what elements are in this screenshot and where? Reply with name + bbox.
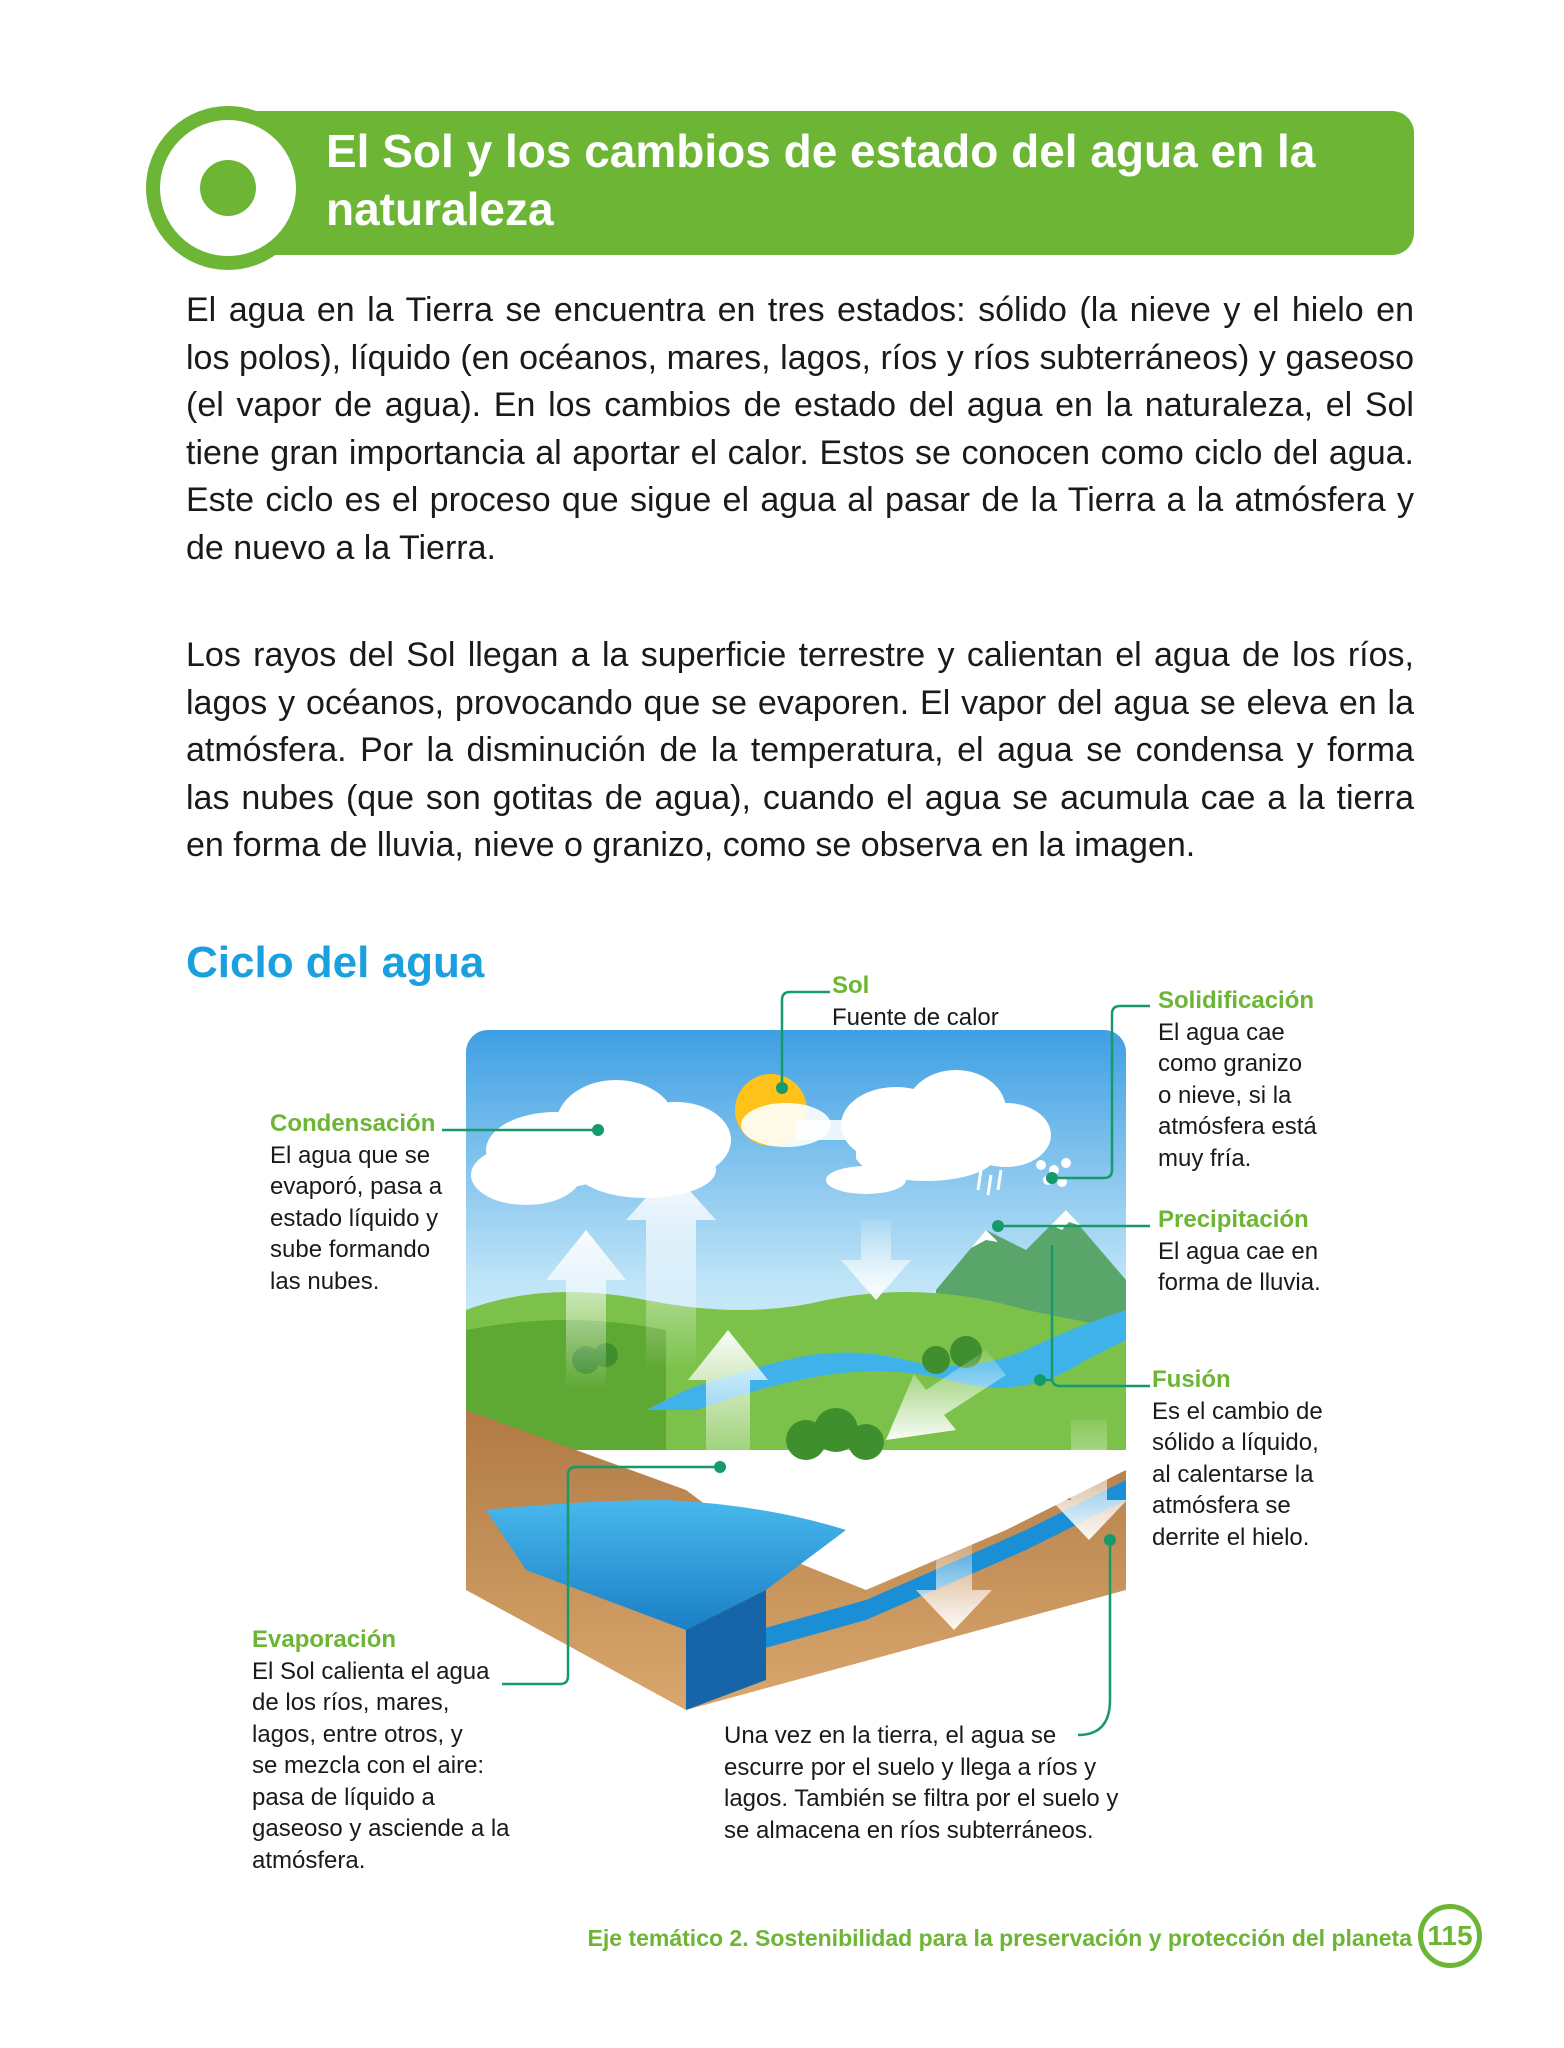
annotation-line: atmósfera está (1158, 1113, 1317, 1140)
annotation-line: gaseoso y asciende a la (252, 1815, 510, 1842)
annotation-title: Fusión (1152, 1366, 1231, 1393)
annotation-condensacion (270, 1108, 470, 1297)
paragraph-intro: El agua en la Tierra se encuentra en tres estados: sólido (la nieve y el hielo en los polos), líquido (en océanos, mares, lagos, ríos y ríos subterráneos) y gaseoso (el vapor de agua). En los cambios de estado del agua en la naturaleza, el Sol tiene gran importancia al aportar el calor. Estos se conocen como ciclo del agua. Este ciclo es el proceso que sigue el agua al pasar de la Tierra a la atmósfera y de nuevo a la Tierra. (186, 291, 1414, 567)
annotation-line: de los ríos, mares, (252, 1689, 450, 1716)
annotation-title: Solidificación (1158, 987, 1315, 1014)
annotation-line: El Sol calienta el agua (252, 1657, 490, 1685)
annotation-line: lagos, entre otros, y (252, 1720, 463, 1748)
annotation-line: sólido a líquido, (1152, 1429, 1319, 1456)
section-title: Ciclo del agua (186, 938, 485, 987)
annotation-escurrimiento (724, 1720, 1164, 1846)
annotation-line: o nieve, si la (1158, 1081, 1292, 1109)
annotation-line: Una vez en la tierra, el agua se (724, 1722, 1057, 1749)
annotation-line: pasa de líquido a (252, 1783, 435, 1811)
annotation-line: Es el cambio de (1152, 1397, 1323, 1425)
annotation-line: forma de lluvia. (1158, 1269, 1321, 1296)
annotation-line: El agua cae en (1158, 1237, 1319, 1265)
annotation-line: lagos. También se filtra por el suelo y (724, 1785, 1119, 1812)
annotation-sol (832, 970, 1072, 1033)
page-number: 115 (1418, 1904, 1482, 1968)
page-title: El Sol y los cambios de estado del agua en la naturaleza (326, 125, 1316, 235)
annotation-line: muy fría. (1158, 1144, 1252, 1172)
annotation-precipitacion (1158, 1204, 1398, 1299)
annotation-title: Sol (832, 972, 870, 999)
annotation-line: atmósfera. (252, 1846, 366, 1874)
footer-text: Eje temático 2. Sostenibilidad para la preservación y protección del planeta (587, 1925, 1412, 1951)
annotation-line: El agua cae (1158, 1018, 1285, 1046)
annotation-line: atmósfera se (1152, 1492, 1291, 1519)
annotation-line: las nubes. (270, 1267, 380, 1295)
annotation-line: El agua que se (270, 1141, 431, 1169)
paragraph-process: Los rayos del Sol llegan a la superficie terrestre y calientan el agua de los ríos, lagos y océanos, provocando que se evaporen. El vapor del agua se eleva en la atmósfera. Por la disminución de la temperatura, el agua se condensa y forma las nubes (que son gotitas de agua), cuando el agua se acumula cae a la tierra en forma de lluvia, nieve o granizo, como se observa en la imagen. (186, 636, 1414, 864)
annotation-fusion (1152, 1364, 1392, 1553)
annotation-evaporacion (252, 1624, 552, 1876)
annotation-title: Evaporación (252, 1626, 397, 1653)
annotation-line: sube formando (270, 1236, 431, 1263)
annotation-line: se almacena en ríos subterráneos. (724, 1816, 1094, 1844)
annotation-line: escurre por el suelo y llega a ríos y (724, 1753, 1097, 1781)
annotation-line: derrite el hielo. (1152, 1523, 1310, 1551)
annotation-solidificacion (1158, 985, 1398, 1174)
annotation-title: Condensación (270, 1110, 436, 1137)
annotation-line: se mezcla con el aire: (252, 1752, 485, 1779)
annotation-line: estado líquido y (270, 1204, 439, 1232)
annotation-line: como granizo (1158, 1050, 1303, 1077)
annotation-line: al calentarse la (1152, 1460, 1314, 1488)
annotation-line: evaporó, pasa a (270, 1173, 443, 1200)
annotation-line: Fuente de calor (832, 1003, 999, 1031)
annotation-title: Precipitación (1158, 1206, 1309, 1233)
